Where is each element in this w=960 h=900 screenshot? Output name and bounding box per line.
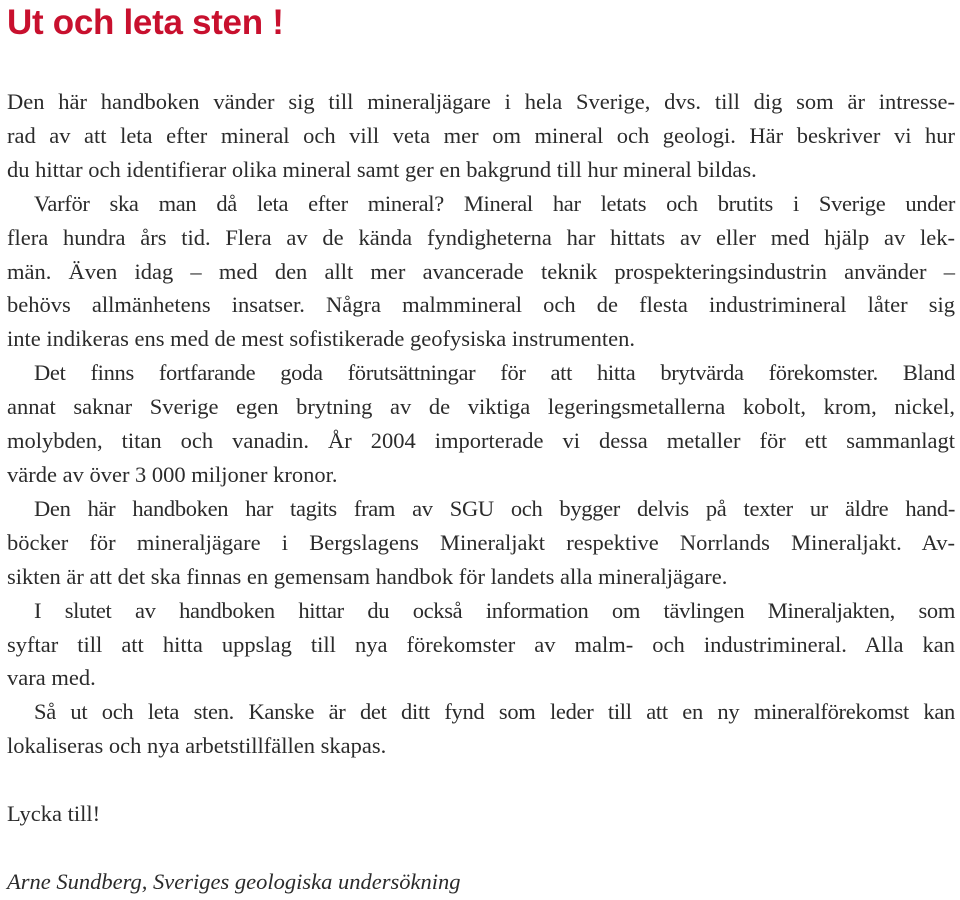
text-line: du hittar och identifierar olika mineral samt ger en bakgrund till hur mineral bildas. [7,156,757,182]
closing-line: Lycka till! [7,801,101,827]
text-line: molybden, titan och vanadin. År 2004 importerade vi dessa metaller för ett sammanlagt [7,428,955,454]
text-line: lokaliseras och nya arbetstillfällen skapas. [7,733,387,759]
text-line: Så ut och leta sten. Kanske är det ditt fynd som leder till att en ny mineralförekomst kan [34,699,955,725]
text-line: vara med. [7,665,96,691]
text-line: behövs allmänhetens insatser. Några malmmineral och de flesta industrimineral låter sig [7,292,955,318]
paragraph-spacer [7,763,955,797]
signature: Arne Sundberg, Sveriges geologiska undersökning [7,868,461,894]
text-line: Det finns fortfarande goda förutsättningar för att hitta brytvärda förekomster. Bland [34,360,955,386]
article-body [7,85,955,899]
page-title: Ut och leta sten ! [7,3,284,42]
text-line: böcker för mineraljägare i Bergslagens Mineraljakt respektive Norrlands Mineraljakt. Av- [7,529,955,555]
text-line: sikten är att det ska finnas en gemensam handbok för landets alla mineraljägare. [7,563,728,589]
text-line: syftar till att hitta uppslag till nya förekomster av malm- och industrimineral. Alla kan [7,631,955,657]
text-line: annat saknar Sverige egen brytning av de viktiga legeringsmetallerna kobolt, krom, nickel, [7,394,955,420]
text-line: I slutet av handboken hittar du också information om tävlingen Mineraljakten, som [34,597,955,623]
text-line: män. Även idag – med den allt mer avancerade teknik prospekteringsindustrin använder – [7,258,955,284]
text-line: flera hundra års tid. Flera av de kända fyndigheterna har hittats av eller med hjälp av lek- [7,224,955,250]
text-line: Den här handboken vänder sig till mineraljägare i hela Sverige, dvs. till dig som är intresse- [7,89,955,114]
text-line: värde av över 3 000 miljoner kronor. [7,461,338,487]
text-line: rad av att leta efter mineral och vill veta mer om mineral och geologi. Här beskriver vi hur [7,122,955,148]
text-line: Den här handboken har tagits fram av SGU och bygger delvis på texter ur äldre hand- [34,495,955,521]
text-line: Varför ska man då leta efter mineral? Mineral har letats och brutits i Sverige under [34,190,955,216]
text-line: inte indikeras ens med de mest sofistikerade geofysiska instrumenten. [7,326,635,352]
paragraph-spacer [7,831,955,865]
